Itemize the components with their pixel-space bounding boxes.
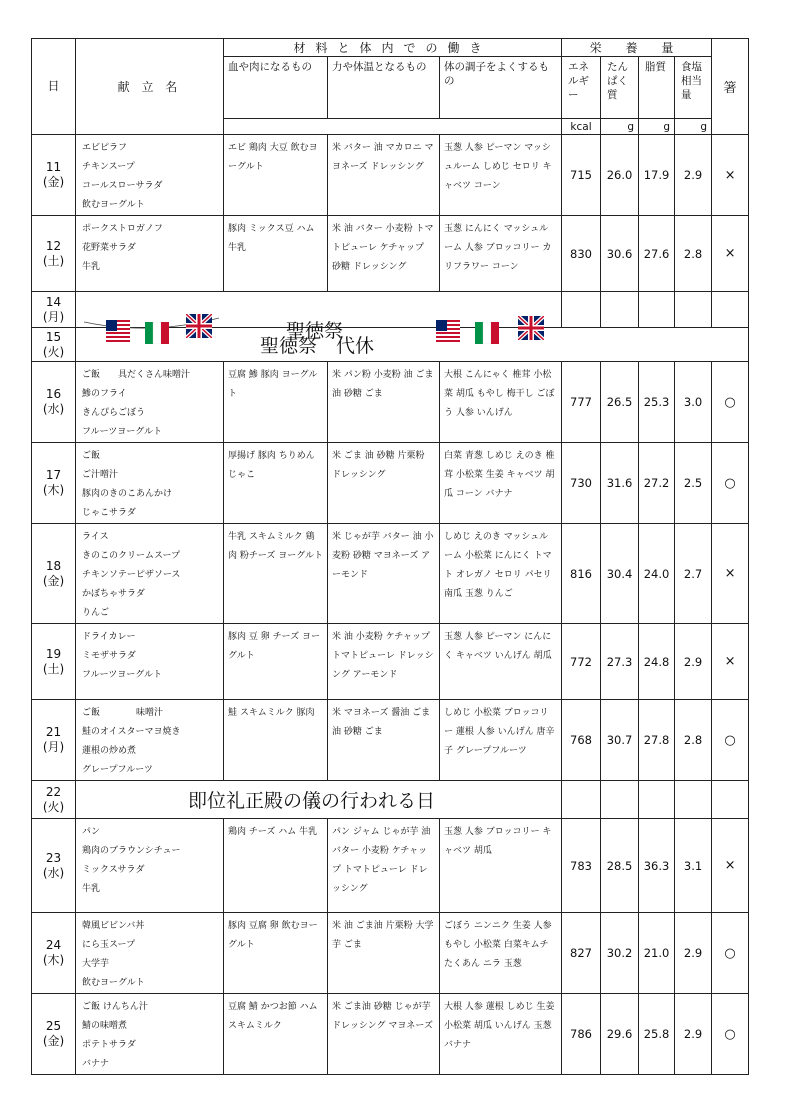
energy-value: 783 bbox=[562, 819, 601, 913]
menu-item: ライス bbox=[82, 532, 109, 542]
header-body: 体の調子をよくするもの bbox=[440, 57, 562, 119]
menu-row bbox=[32, 700, 749, 781]
menu-items-cell bbox=[76, 443, 224, 524]
menu-item: ご飯 味噌汁 bbox=[82, 708, 164, 718]
menu-item: にら玉スープ bbox=[82, 940, 136, 950]
protein-value: 26.0 bbox=[601, 135, 639, 216]
date-number: 11 bbox=[45, 160, 62, 174]
event-date-14: 14 bbox=[45, 294, 62, 309]
uk-flag-icon bbox=[186, 314, 210, 336]
date-number: 16 bbox=[45, 387, 62, 401]
day-of-week: (土) bbox=[42, 661, 65, 676]
menu-item: きのこのクリームスープ bbox=[82, 551, 181, 561]
day-cell bbox=[32, 216, 76, 292]
salt-value: 3.0 bbox=[675, 362, 712, 443]
menu-items-cell bbox=[76, 913, 224, 994]
menu-items-cell bbox=[76, 135, 224, 216]
event-row-14 bbox=[32, 292, 749, 328]
blood-ingredients: 豚肉 豆 卵 チーズ ヨーグルト bbox=[224, 624, 328, 700]
menu-item: フルーツヨーグルト bbox=[82, 427, 163, 437]
energy-value: 772 bbox=[562, 624, 601, 700]
uk-flag-icon bbox=[518, 316, 542, 338]
menu-item: 飲むヨーグルト bbox=[82, 978, 145, 988]
chopsticks-mark: ○ bbox=[712, 994, 749, 1075]
event-row-22 bbox=[32, 781, 749, 819]
salt-value: 2.9 bbox=[675, 624, 712, 700]
day-of-week: (木) bbox=[42, 483, 65, 497]
event-dow-15: (火) bbox=[42, 344, 65, 359]
date-number: 21 bbox=[45, 725, 62, 739]
header-protein: たんぱく質 bbox=[601, 57, 639, 119]
chopsticks-mark: ○ bbox=[712, 443, 749, 524]
day-of-week: (木) bbox=[42, 953, 65, 967]
menu-item: バナナ bbox=[82, 1059, 110, 1069]
event-text-22: 即位礼正殿の儀の行われる日 bbox=[76, 781, 562, 819]
menu-item: パン bbox=[82, 827, 101, 837]
blood-ingredients: 豚肉 豆腐 卵 飲むヨーグルト bbox=[224, 913, 328, 994]
protein-value: 30.7 bbox=[601, 700, 639, 781]
menu-item: 牛乳 bbox=[82, 884, 101, 894]
chopsticks-mark: ○ bbox=[712, 913, 749, 994]
menu-row bbox=[32, 524, 749, 624]
power-ingredients: 米 油 小麦粉 ケチャップ トマトピューレ ドレッシング アーモンド bbox=[328, 624, 440, 700]
power-ingredients: 米 マヨネーズ 醤油 ごま油 砂糖 ごま bbox=[328, 700, 440, 781]
menu-item: 韓風ビビンバ丼 bbox=[82, 921, 145, 931]
menu-row bbox=[32, 362, 749, 443]
power-ingredients: 米 油 バター 小麦粉 トマトピューレ ケチャップ 砂糖 ドレッシング bbox=[328, 216, 440, 292]
body-ingredients: 大根 人参 蓮根 しめじ 生姜 小松菜 胡瓜 いんげん 玉葱 バナナ bbox=[440, 994, 562, 1075]
body-ingredients: 玉葱 人参 ピーマン にんにく キャベツ いんげん 胡瓜 bbox=[440, 624, 562, 700]
protein-value: 28.5 bbox=[601, 819, 639, 913]
body-ingredients: 玉葱 にんにく マッシュルーム 人参 ブロッコリー カリフラワー コーン bbox=[440, 216, 562, 292]
menu-item: 鯵のフライ bbox=[82, 389, 127, 399]
body-ingredients: 白菜 青葱 しめじ えのき 椎茸 小松菜 生姜 キャベツ 胡瓜 コーン バナナ bbox=[440, 443, 562, 524]
energy-value: 816 bbox=[562, 524, 601, 624]
menu-item: じゃこサラダ bbox=[82, 508, 136, 518]
fat-value: 25.3 bbox=[639, 362, 675, 443]
day-of-week: (水) bbox=[42, 865, 65, 880]
protein-value: 27.3 bbox=[601, 624, 639, 700]
date-number: 19 bbox=[45, 646, 62, 661]
menu-items-cell bbox=[76, 819, 224, 913]
header-power: 力や体温となるもの bbox=[328, 57, 440, 119]
menu-items-cell bbox=[76, 624, 224, 700]
day-cell bbox=[32, 362, 76, 443]
menu-items-cell bbox=[76, 362, 224, 443]
energy-value: 715 bbox=[562, 135, 601, 216]
menu-item: 蓮根の炒め煮 bbox=[82, 746, 137, 756]
day-cell bbox=[32, 443, 76, 524]
unit-kcal: kcal bbox=[562, 119, 601, 135]
blood-ingredients: 豚肉 ミックス豆 ハム 牛乳 bbox=[224, 216, 328, 292]
menu-item: グレープフルーツ bbox=[82, 765, 153, 775]
fat-value: 36.3 bbox=[639, 819, 675, 913]
menu-item: ご飯 けんちん汁 bbox=[82, 1002, 148, 1012]
day-cell bbox=[32, 700, 76, 781]
event-date-22: 22 bbox=[45, 784, 62, 799]
menu-item: チキンスープ bbox=[82, 162, 135, 172]
blood-ingredients: 鶏肉 チーズ ハム 牛乳 bbox=[224, 819, 328, 913]
power-ingredients: 米 油 ごま油 片栗粉 大学芋 ごま bbox=[328, 913, 440, 994]
menu-item: 牛乳 bbox=[82, 262, 101, 272]
header-energy: エネルギー bbox=[562, 57, 601, 119]
us-flag-icon bbox=[436, 320, 460, 342]
menu-item: 鮭のオイスターマヨ焼き bbox=[82, 727, 181, 737]
protein-value: 30.2 bbox=[601, 913, 639, 994]
header-chopsticks: 箸 bbox=[712, 39, 749, 135]
day-of-week: (水) bbox=[42, 402, 65, 416]
date-number: 12 bbox=[45, 238, 62, 253]
day-of-week: (月) bbox=[42, 740, 65, 754]
header-fat: 脂質 bbox=[639, 57, 675, 119]
menu-item: ポークストロガノフ bbox=[82, 224, 163, 234]
menu-item: りんご bbox=[82, 608, 110, 618]
header-day: 日 bbox=[32, 39, 76, 135]
blood-ingredients: 豆腐 鯖 かつお節 ハム スキムミルク bbox=[224, 994, 328, 1075]
lunch-menu-table bbox=[31, 38, 749, 1075]
energy-value: 830 bbox=[562, 216, 601, 292]
day-of-week: (金) bbox=[42, 175, 65, 189]
fat-value: 24.8 bbox=[639, 624, 675, 700]
salt-value: 2.9 bbox=[675, 994, 712, 1075]
day-cell bbox=[32, 819, 76, 913]
menu-item: ご飯 具だくさん味噌汁 bbox=[82, 370, 191, 380]
chopsticks-mark: × bbox=[712, 819, 749, 913]
protein-value: 26.5 bbox=[601, 362, 639, 443]
chopsticks-mark: × bbox=[712, 524, 749, 624]
day-cell bbox=[32, 524, 76, 624]
chopsticks-mark: × bbox=[712, 624, 749, 700]
blood-ingredients: 鮭 スキムミルク 豚肉 bbox=[224, 700, 328, 781]
protein-value: 30.6 bbox=[601, 216, 639, 292]
blood-ingredients: 豆腐 鯵 豚肉 ヨーグルト bbox=[224, 362, 328, 443]
fat-value: 27.6 bbox=[639, 216, 675, 292]
header-nutrition: 栄 養 量 bbox=[562, 39, 712, 57]
date-number: 17 bbox=[45, 468, 62, 482]
fat-value: 25.8 bbox=[639, 994, 675, 1075]
salt-value: 2.9 bbox=[675, 135, 712, 216]
menu-item: きんぴらごぼう bbox=[82, 408, 146, 418]
protein-value: 31.6 bbox=[601, 443, 639, 524]
event-text-14: 聖徳祭 bbox=[286, 319, 344, 342]
menu-row bbox=[32, 913, 749, 994]
date-number: 24 bbox=[45, 938, 62, 952]
menu-row bbox=[32, 994, 749, 1075]
us-flag-icon bbox=[106, 320, 130, 342]
menu-row bbox=[32, 135, 749, 216]
menu-item: 大学芋 bbox=[82, 959, 110, 969]
body-ingredients: 玉葱 人参 ブロッコリー キャベツ 胡瓜 bbox=[440, 819, 562, 913]
salt-value: 2.7 bbox=[675, 524, 712, 624]
menu-item: コールスローサラダ bbox=[82, 181, 163, 191]
power-ingredients: パン ジャム じゃが芋 油 バター 小麦粉 ケチャップ トマトピューレ ドレッシング bbox=[328, 819, 440, 913]
day-of-week: (金) bbox=[42, 1034, 65, 1048]
power-ingredients: 米 パン粉 小麦粉 油 ごま油 砂糖 ごま bbox=[328, 362, 440, 443]
energy-value: 768 bbox=[562, 700, 601, 781]
menu-item: 鯖の味噌煮 bbox=[82, 1021, 128, 1031]
menu-row bbox=[32, 819, 749, 913]
salt-value: 2.8 bbox=[675, 700, 712, 781]
unit-g-protein: g bbox=[601, 119, 639, 135]
power-ingredients: 米 ごま油 砂糖 じゃが芋 ドレッシング マヨネーズ bbox=[328, 994, 440, 1075]
chopsticks-mark: × bbox=[712, 216, 749, 292]
body-ingredients: 玉葱 人参 ピーマン マッシュルーム しめじ セロリ キャベツ コーン bbox=[440, 135, 562, 216]
day-of-week: (土) bbox=[42, 253, 65, 268]
fat-value: 27.2 bbox=[639, 443, 675, 524]
power-ingredients: 米 バター 油 マカロニ マヨネーズ ドレッシング bbox=[328, 135, 440, 216]
blood-ingredients: エビ 鶏肉 大豆 飲むヨーグルト bbox=[224, 135, 328, 216]
header-materials: 材料と体内での働き bbox=[224, 39, 562, 57]
day-of-week: (金) bbox=[42, 573, 65, 588]
menu-item: ドライカレー bbox=[82, 632, 136, 642]
unit-g-salt: g bbox=[675, 119, 712, 135]
menu-item: 飲むヨーグルト bbox=[82, 200, 145, 210]
menu-item: かぼちゃサラダ bbox=[82, 589, 145, 599]
menu-items-cell bbox=[76, 216, 224, 292]
salt-value: 2.5 bbox=[675, 443, 712, 524]
menu-items-cell bbox=[76, 524, 224, 624]
menu-item: ご飯 bbox=[82, 451, 101, 461]
body-ingredients: しめじ えのき マッシュルーム 小松菜 にんにく トマト オレガノ セロリ パセリ 南瓜 玉葱 りんご bbox=[440, 524, 562, 624]
event-date-15: 15 bbox=[45, 329, 62, 344]
salt-value: 3.1 bbox=[675, 819, 712, 913]
fat-value: 21.0 bbox=[639, 913, 675, 994]
energy-value: 786 bbox=[562, 994, 601, 1075]
menu-item: 鶏肉のブラウンシチュー bbox=[82, 846, 181, 856]
blood-ingredients: 厚揚げ 豚肉 ちりめんじゃこ bbox=[224, 443, 328, 524]
power-ingredients: 米 ごま 油 砂糖 片栗粉 ドレッシング bbox=[328, 443, 440, 524]
fat-value: 17.9 bbox=[639, 135, 675, 216]
chopsticks-mark: ○ bbox=[712, 362, 749, 443]
body-ingredients: 大根 こんにゃく 椎茸 小松菜 胡瓜 もやし 梅干し ごぼう 人参 いんげん bbox=[440, 362, 562, 443]
day-cell bbox=[32, 913, 76, 994]
body-ingredients: しめじ 小松菜 ブロッコリー 蓮根 人参 いんげん 唐辛子 グレープフルーツ bbox=[440, 700, 562, 781]
unit-g-fat: g bbox=[639, 119, 675, 135]
energy-value: 777 bbox=[562, 362, 601, 443]
protein-value: 30.4 bbox=[601, 524, 639, 624]
energy-value: 827 bbox=[562, 913, 601, 994]
chopsticks-mark: ○ bbox=[712, 700, 749, 781]
day-cell bbox=[32, 994, 76, 1075]
salt-value: 2.9 bbox=[675, 913, 712, 994]
date-number: 25 bbox=[45, 1019, 62, 1033]
power-ingredients: 米 じゃが芋 バター 油 小麦粉 砂糖 マヨネーズ アーモンド bbox=[328, 524, 440, 624]
menu-item: フルーツヨーグルト bbox=[82, 670, 163, 680]
header-salt: 食塩相当量 bbox=[675, 57, 712, 119]
energy-value: 730 bbox=[562, 443, 601, 524]
menu-row bbox=[32, 216, 749, 292]
italy-flag-icon bbox=[475, 322, 499, 344]
fat-value: 27.8 bbox=[639, 700, 675, 781]
salt-value: 2.8 bbox=[675, 216, 712, 292]
date-number: 18 bbox=[45, 558, 62, 573]
menu-item: ポテトサラダ bbox=[82, 1040, 136, 1050]
italy-flag-icon bbox=[145, 322, 169, 344]
event-dow-22: (火) bbox=[42, 799, 65, 814]
day-cell bbox=[32, 135, 76, 216]
date-number: 23 bbox=[45, 850, 62, 865]
body-ingredients: ごぼう ニンニク 生姜 人参 もやし 小松菜 白菜キムチ たくあん ニラ 玉葱 bbox=[440, 913, 562, 994]
event-text-15: 聖徳祭 代休 bbox=[76, 328, 749, 362]
chopsticks-mark: × bbox=[712, 135, 749, 216]
menu-item: ミモザサラダ bbox=[82, 651, 136, 661]
menu-item: 豚肉のきのこあんかけ bbox=[82, 489, 173, 499]
menu-items-cell bbox=[76, 994, 224, 1075]
menu-items-cell bbox=[76, 700, 224, 781]
menu-item: ご汁噌汁 bbox=[82, 470, 119, 480]
menu-item: チキンソテーピザソース bbox=[82, 570, 181, 580]
menu-row bbox=[32, 624, 749, 700]
blood-ingredients: 牛乳 スキムミルク 鶏肉 粉チーズ ヨーグルト bbox=[224, 524, 328, 624]
menu-row bbox=[32, 443, 749, 524]
protein-value: 29.6 bbox=[601, 994, 639, 1075]
menu-item: エビピラフ bbox=[82, 143, 128, 153]
event-dow-14: (月) bbox=[42, 309, 65, 324]
menu-item: ミックスサラダ bbox=[82, 865, 145, 875]
fat-value: 24.0 bbox=[639, 524, 675, 624]
header-menu-name: 献 立 名 bbox=[76, 39, 224, 135]
header-blood: 血や肉になるもの bbox=[224, 57, 328, 119]
day-cell bbox=[32, 624, 76, 700]
menu-item: 花野菜サラダ bbox=[82, 243, 136, 253]
